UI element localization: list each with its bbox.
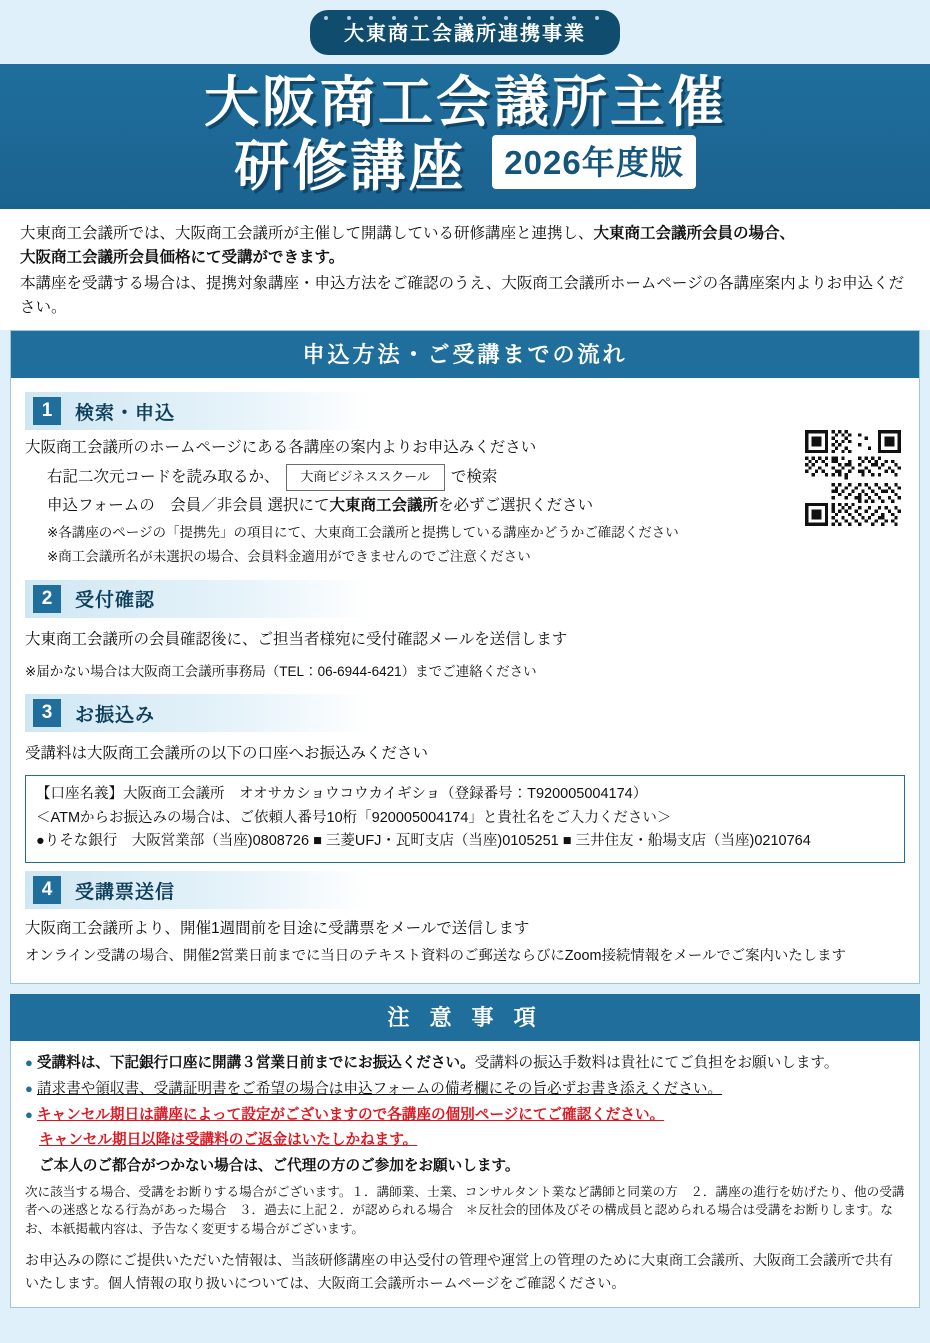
year-badge: 2026年度版 — [492, 135, 695, 189]
search-keyword-chip: 大商ビジネススクール — [286, 464, 445, 491]
step-1-line2-post: で検索 — [450, 468, 498, 486]
bank-line2: ＜ATMからお振込みの場合は、ご依頼人番号10桁「920005004174」と貴社名をご入力ください＞ — [36, 809, 672, 826]
intro-block — [0, 209, 930, 330]
notice-cancel-2 — [25, 1129, 905, 1153]
notice-cancel-line2: キャンセル期日以降は受講料のご返金はいたしかねます。 — [39, 1132, 418, 1149]
step-1-label: 検索・申込 — [75, 402, 176, 424]
step-1-line3-pre: 申込フォームの 会員／非会員 選択にて — [47, 496, 330, 514]
bank-line1: 【口座名義】大阪商工会議所 オオサカショウコウカイギショ（登録番号：T920005004174） — [36, 786, 648, 803]
step-1-line2 — [47, 464, 905, 491]
notice-fine-print: 次に該当する場合、受講をお断りする場合がございます。１．講師業、士業、コンサルタント業など講師と同業の方 ２．講座の進行を妨げたり、他の受講者への迷惑となる行為があった場合 ３．過去に上記２．が認められる場合 ＊反社会的団体及びその構成員と認められる場合は受講をお断りします。なお、本紙掲載内容は、予告なく変更する場合がございます。 — [25, 1184, 905, 1237]
step-1-line3 — [47, 494, 905, 519]
step-1-line3-post: を必ずご選択ください — [438, 496, 594, 514]
bank-account-box — [25, 775, 905, 863]
step-4-number: 4 — [33, 876, 61, 904]
step-3-number: 3 — [33, 699, 61, 727]
intro-p1-c: 大阪商工会議所会員価格にて受講ができます。 — [20, 249, 345, 267]
step-2-heading — [25, 580, 371, 618]
notice-cancel-1 — [25, 1104, 905, 1128]
step-4-label: 受講票送信 — [75, 881, 176, 903]
bank-line3: ●りそな銀行 大阪営業部（当座)0808726 ■ 三菱UFJ・瓦町支店（当座)0105251 ■ 三井住友・船場支店（当座)0210764 — [36, 832, 811, 849]
notice-section-body — [10, 1041, 920, 1307]
step-1-line1: 大阪商工会議所のホームページにある各講座の案内よりお申込みください — [25, 439, 537, 457]
step-1-number: 1 — [33, 397, 61, 425]
notice-section-title: 注 意 事 項 — [10, 994, 920, 1041]
step-3-line1: 受講料は大阪商工会議所の以下の口座へお振込みください — [25, 745, 429, 763]
step-2-number: 2 — [33, 585, 61, 613]
step-4-line1: 大阪商工会議所より、開催1週間前を目途に受講票をメールで送信します — [25, 920, 530, 938]
qr-code-icon — [805, 430, 901, 526]
step-1-line3-bold: 大東商工会議所 — [329, 496, 439, 514]
step-3-label: お振込み — [75, 704, 156, 726]
step-2-label: 受付確認 — [75, 590, 156, 612]
notice-item-2-text: 請求書や領収書、受講証明書をご希望の場合は申込フォームの備考欄にその旨必ずお書き添えください。 — [36, 1080, 723, 1097]
ribbon-dots — [324, 16, 606, 20]
notice-item-1-rest: 受講料の振込手数料は貴社にてご負担をお願いします。 — [474, 1055, 839, 1072]
notice-cancel-line1: キャンセル期日は講座によって設定がございますので各講座の個別ページにてご確認ください。 — [36, 1106, 665, 1123]
title-line2: 研修講座 — [234, 135, 467, 197]
notice-item-1-bold: 受講料は、下記銀行口座に開講３営業日前までにお振込ください。 — [36, 1055, 475, 1072]
intro-p1-a: 大東商工会議所では、大阪商工会議所が主催して開講している研修講座と連携し、 — [20, 225, 594, 243]
flow-section-body — [11, 378, 919, 983]
step-2-note1: ※届かない場合は大阪商工会議所事務局（TEL：06-6944-6421）までご連絡ください — [25, 663, 537, 679]
ribbon-label: 大東商工会議所連携事業 — [344, 23, 586, 45]
step-4-line2: オンライン受講の場合、開催2営業日前までに当日のテキスト資料のご郵送ならびにZoom接続情報をメールでご案内いたします — [25, 948, 846, 965]
bullet-icon: ● — [25, 1080, 33, 1096]
notice-item-2 — [25, 1078, 905, 1102]
title-band — [0, 64, 930, 209]
step-2-line1: 大東商工会議所の会員確認後に、ご担当者様宛に受付確認メールを送信します — [25, 630, 568, 648]
flow-section — [10, 330, 920, 984]
intro-paragraph-1 — [20, 222, 910, 270]
intro-paragraph-2: 本講座を受講する場合は、提携対象講座・申込方法をご確認のうえ、大阪商工会議所ホームページの各講座案内よりお申込ください。 — [20, 275, 905, 317]
flow-section-title: 申込方法・ご受講までの流れ — [11, 331, 919, 378]
title-line1: 大阪商工会議所主催 — [203, 71, 726, 133]
notice-proxy-line: ご本人のご都合がつかない場合は、ご代理の方のご参加をお願いします。 — [39, 1157, 520, 1174]
partnership-ribbon — [310, 10, 620, 55]
bullet-icon: ● — [25, 1106, 33, 1122]
step-4-heading — [25, 871, 371, 909]
bullet-icon: ● — [25, 1055, 33, 1071]
notice-item-1 — [25, 1052, 905, 1076]
header — [0, 0, 930, 209]
step-3-heading — [25, 694, 371, 732]
step-1-heading — [25, 392, 371, 430]
step-1-note2: ※商工会議所名が未選択の場合、会員料金適用ができませんのでご注意ください — [47, 549, 531, 565]
notice-privacy: お申込みの際にご提供いただいた情報は、当該研修講座の申込受付の管理や運営上の管理のために大東商工会議所、大阪商工会議所で共有いたします。個人情報の取り扱いについては、大阪商工会議所ホームページをご確認ください。 — [25, 1252, 893, 1291]
step-1-line2-pre: 右記二次元コードを読み取るか、 — [47, 468, 280, 486]
intro-p1-b: 大東商工会議所会員の場合、 — [593, 225, 796, 243]
step-1-note1: ※各講座のページの「提携先」の項目にて、大東商工会議所と提携している講座かどうかご確認ください — [47, 524, 679, 540]
notice-proxy — [25, 1155, 905, 1179]
